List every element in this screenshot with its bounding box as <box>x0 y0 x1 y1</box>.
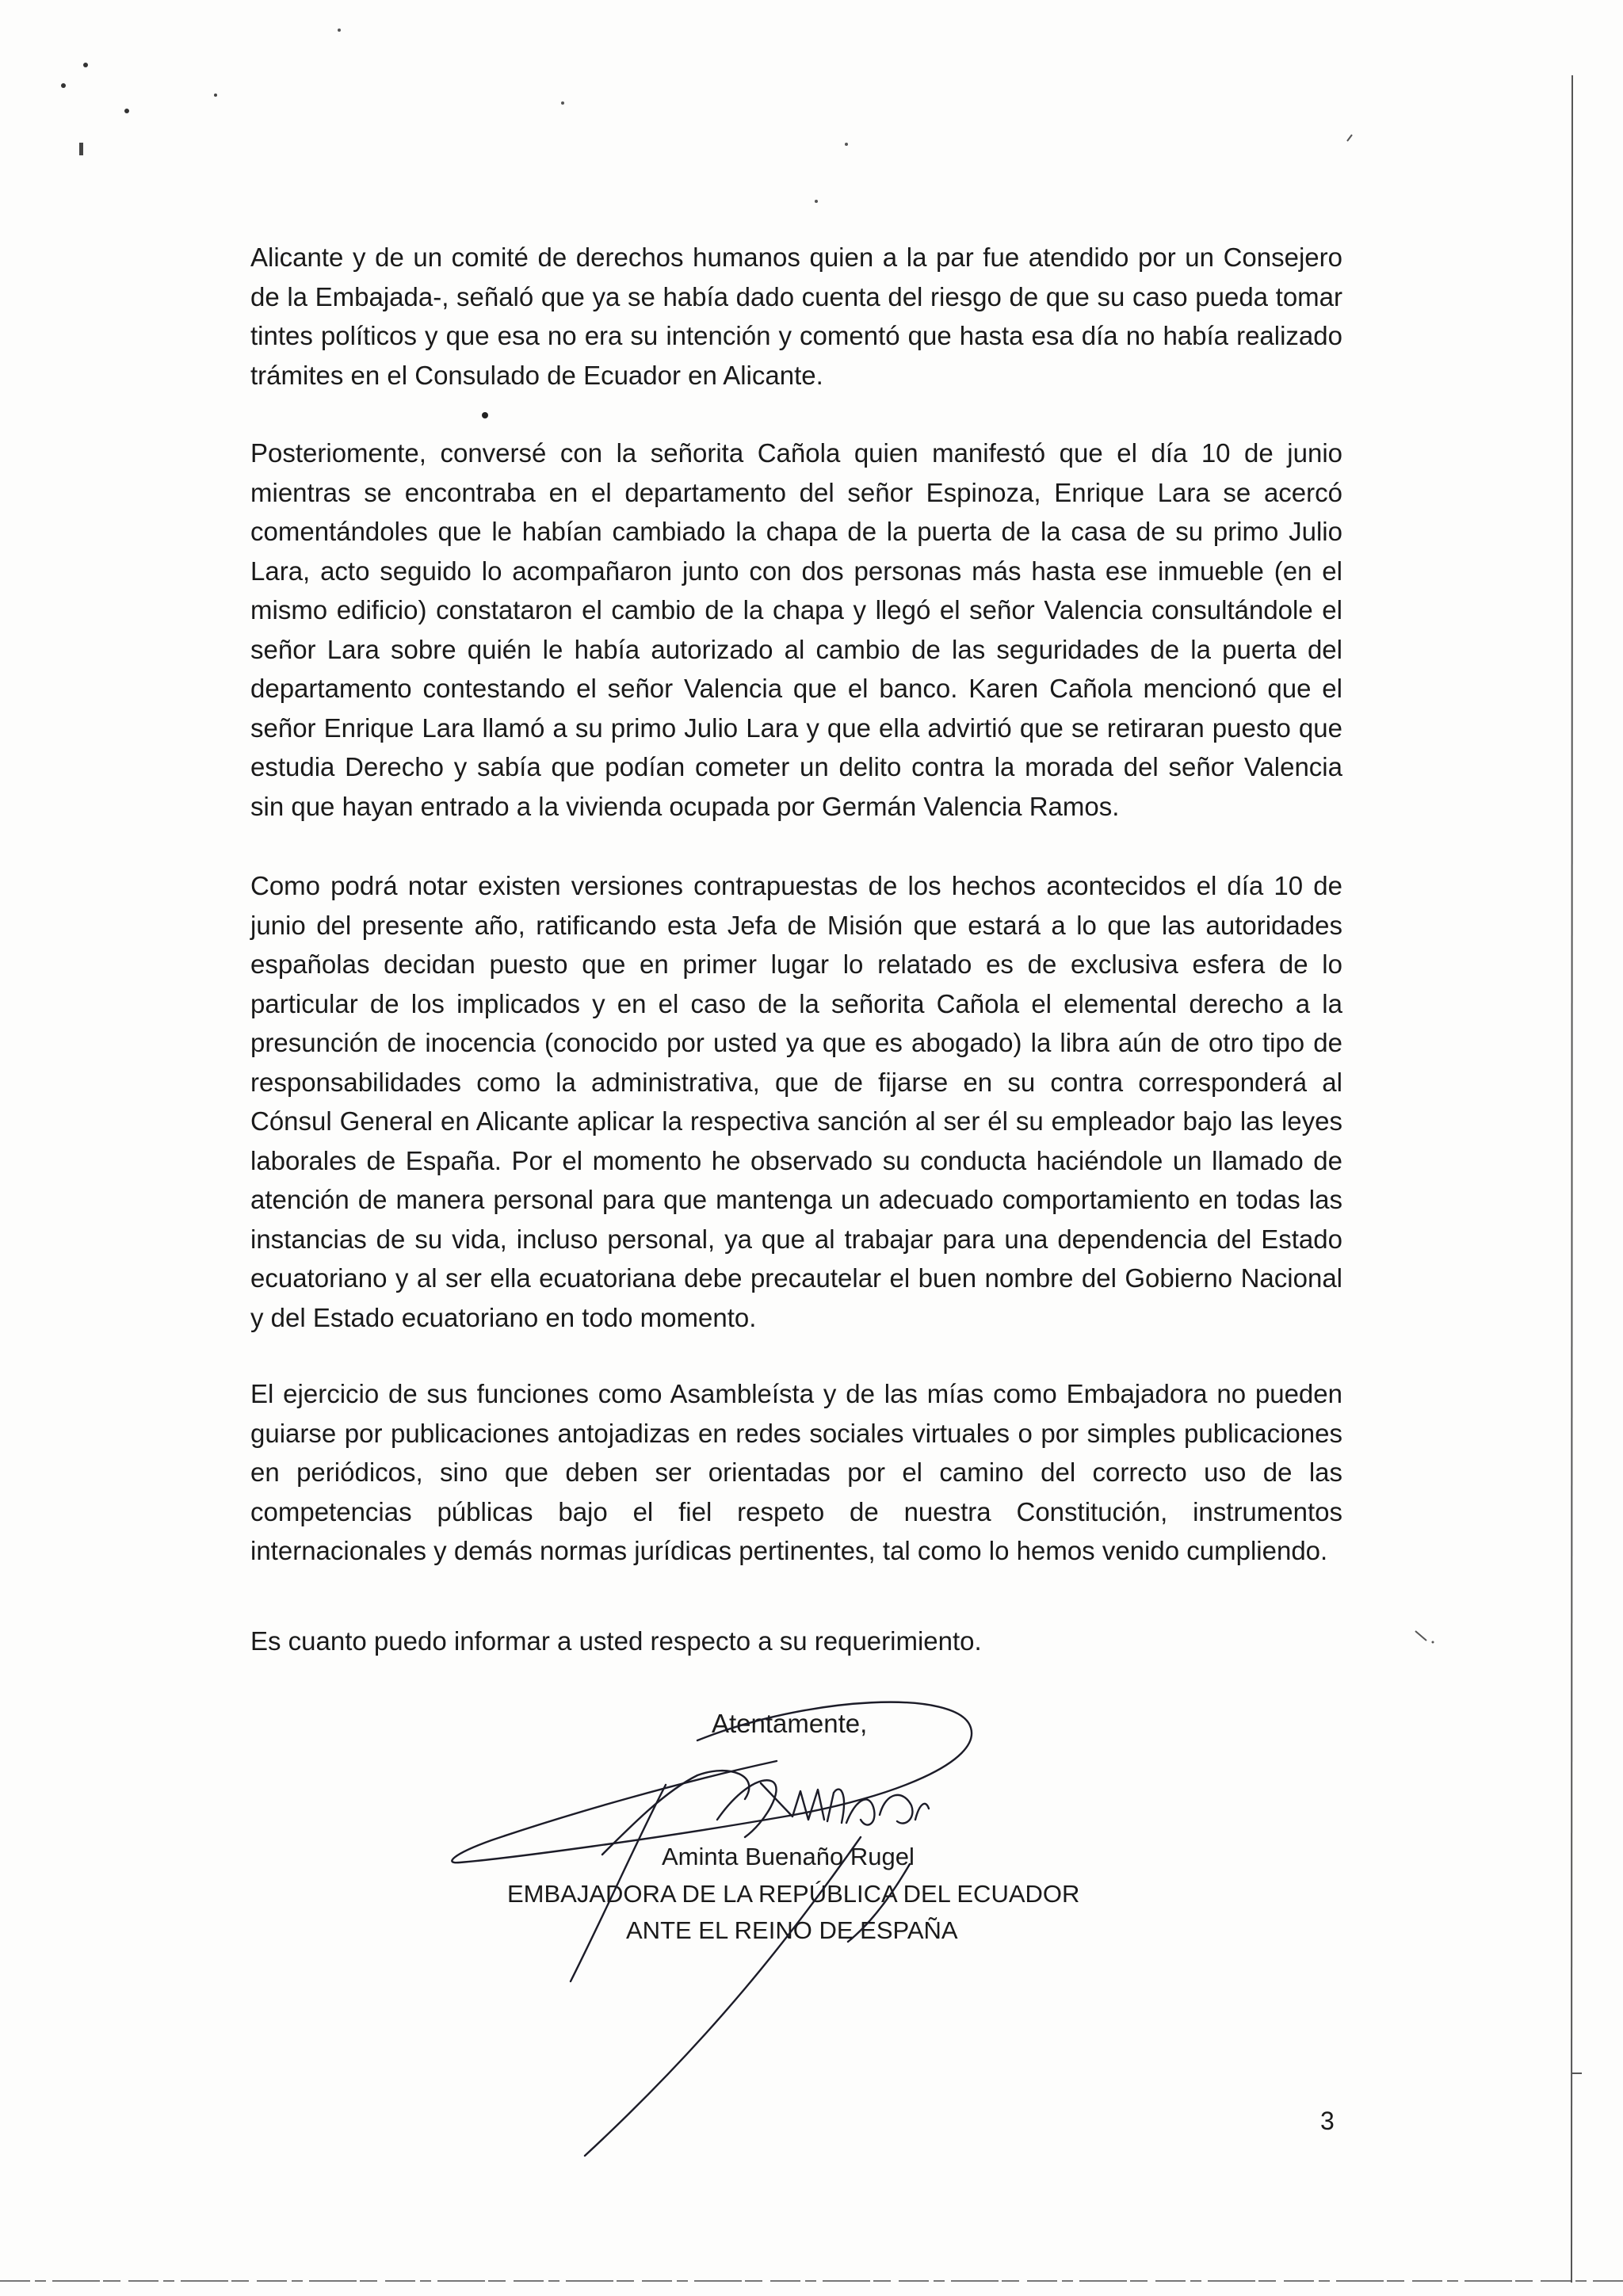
paragraph-2: Posteriomente, conversé con la señorita Cañola quien manifestó que el día 10 de junio mientras se encontraba en el departamento del señor Espinoza, Enrique Lara se acercó comentándoles que le habían cambiado la chapa de la puerta de la casa de su primo Julio Lara, acto seguido lo acompañaron junto con dos personas más hasta ese inmueble (en el mismo edificio) constataron el cambio de la chapa y llegó el señor Valencia consultándole el señor Lara sobre quién le había autorizado al cambio de las seguridades de la puerta del departamento contestando el señor Valencia que el banco. Karen Cañola mencionó que el señor Enrique Lara llamó a su primo Julio Lara y que ella advirtió que se retiraran puesto que estudia Derecho y sabía que podían cometer un delito contra la morada del señor Valencia sin que hayan entrado a la vivienda ocupada por Germán Valencia Ramos. <box>250 438 1342 821</box>
paragraph-5: Es cuanto puedo informar a usted respecto a su requerimiento. <box>250 1626 982 1656</box>
paragraph-3: Como podrá notar existen versiones contrapuestas de los hechos acontecidos el día 10 de junio del presente año, ratificando esta Jefa de Misión que estará a lo que las autoridades españolas decidan puesto que en primer lugar lo relatado es de exclusiva esfera de lo particular de los implicados y en el caso de la señorita Cañola el elemental derecho a la presunción de inocencia (conocido por usted ya que es abogado) la libra aún de otro tipo de responsabilidades como la administrativa, que de fijarse en su contra corresponderá al Cónsul General en Alicante aplicar la respectiva sanción al ser él su empleador bajo las leyes laborales de España. Por el momento he observado su conducta haciéndole un llamado de atención de manera personal para que mantenga un adecuado comportamiento en todas las instancias de su vida, incluso personal, ya que al trabajar para una dependencia del Estado ecuatoriano y al ser ella ecuatoriana debe precautelar el buen nombre del Gobierno Nacional y del Estado ecuatoriano en todo momento. <box>250 871 1342 1332</box>
closing-salutation: Atentamente, <box>712 1709 868 1738</box>
signer-title-line2: ANTE EL REINO DE ESPAÑA <box>626 1916 958 1944</box>
page-number: 3 <box>1320 2107 1335 2135</box>
paragraph-4: El ejercicio de sus funciones como Asambleísta y de las mías como Embajadora no pueden guiarse por publicaciones antojadizas en redes sociales virtuales o por simples publicaciones en periódicos, sino que deben ser orientadas por el camino del correcto uso de las competencias públicas bajo el fiel respeto de nuestra Constitución, instrumentos internacionales y demás normas jurídicas pertinentes, tal como lo hemos venido cumpliendo. <box>250 1379 1342 1565</box>
signer-name: Aminta Buenaño Rugel <box>662 1843 915 1870</box>
signer-title-line1: EMBAJADORA DE LA REPÚBLICA DEL ECUADOR <box>507 1880 1080 1908</box>
paragraph-1: Alicante y de un comité de derechos humanos quien a la par fue atendido por un Consejero de la Embajada-, señaló que ya se había dado cuenta del riesgo de que su caso pueda tomar tintes políticos y que esa no era su intención y comentó que hasta esa día no había realizado trámites en el Consulado de Ecuador en Alicante. <box>250 243 1342 390</box>
